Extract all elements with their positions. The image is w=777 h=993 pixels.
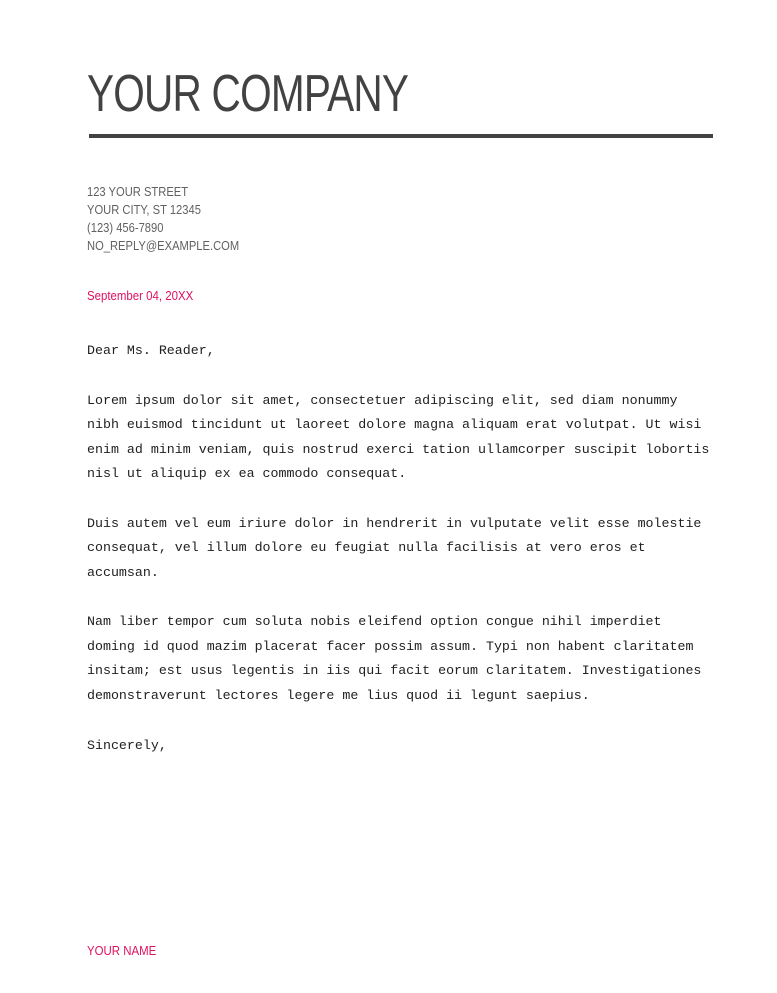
paragraph-line: consequat, vel illum dolore eu feugiat nulla facilisis at vero eros et xyxy=(87,540,646,555)
body-paragraph-2 xyxy=(87,512,727,586)
letter-body xyxy=(87,339,727,733)
paragraph-line: accumsan. xyxy=(87,564,159,580)
paragraph-line: nibh euismod tincidunt ut laoreet dolore magna aliquam erat volutpat. Ut wisi xyxy=(87,417,702,432)
body-paragraph-3 xyxy=(87,610,727,708)
sender-address-block xyxy=(87,183,239,255)
paragraph-line: doming id quod mazim placerat facer possim assum. Typi non habent claritatem xyxy=(87,638,694,654)
paragraph-line: demonstraverunt lectores legere me lius quod ii legunt saepius. xyxy=(87,687,590,703)
salutation: Dear Ms. Reader, xyxy=(87,343,215,358)
sender-city: YOUR CITY, ST 12345 xyxy=(87,202,201,217)
letter-date: September 04, 20XX xyxy=(87,288,194,303)
paragraph-line: Nam liber tempor cum soluta nobis eleifend option congue nihil imperdiet xyxy=(87,614,662,629)
signature-name: YOUR NAME xyxy=(87,943,157,958)
company-name: YOUR COMPANY xyxy=(87,65,409,123)
paragraph-line: Lorem ipsum dolor sit amet, consectetuer adipiscing elit, sed diam nonummy xyxy=(87,392,678,408)
sender-email: NO_REPLY@EXAMPLE.COM xyxy=(87,238,240,253)
header-divider xyxy=(89,134,713,138)
paragraph-line: insitam; est usus legentis in iis qui facit eorum claritatem. Investigationes xyxy=(87,663,702,678)
sender-phone: (123) 456-7890 xyxy=(87,220,164,235)
paragraph-line: enim ad minim veniam, quis nostrud exerci tation ullamcorper suscipit lobortis xyxy=(87,441,710,457)
body-paragraph-1 xyxy=(87,389,727,487)
closing: Sincerely, xyxy=(87,738,167,753)
paragraph-line: Duis autem vel eum iriure dolor in hendrerit in vulputate velit esse molestie xyxy=(87,515,702,531)
paragraph-line: nisl ut aliquip ex ea commodo consequat. xyxy=(87,466,407,481)
sender-street: 123 YOUR STREET xyxy=(87,184,189,199)
